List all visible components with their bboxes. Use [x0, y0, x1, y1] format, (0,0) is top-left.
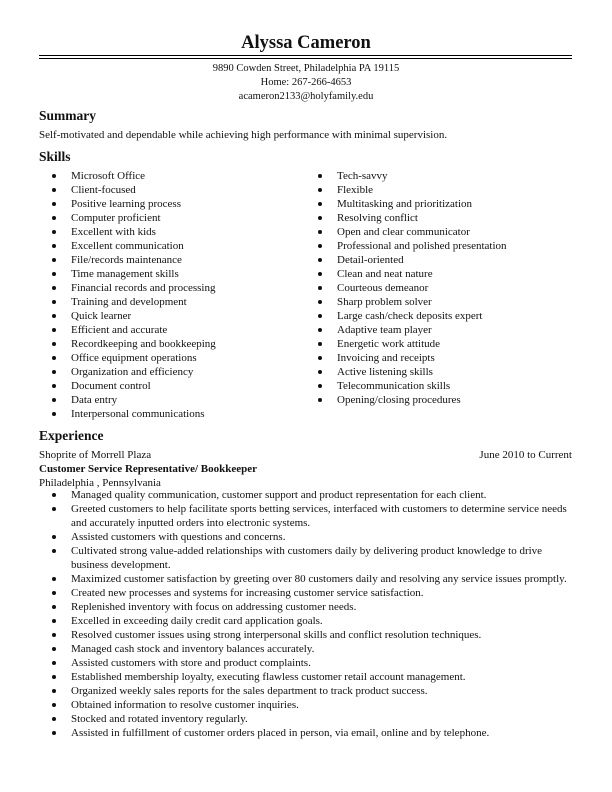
list-item-text: Opening/closing procedures [337, 394, 461, 406]
bullet-icon [52, 188, 56, 192]
list-item [61, 281, 311, 295]
bullet-icon [52, 689, 56, 693]
list-item [327, 337, 587, 351]
bullet-icon [318, 300, 322, 304]
bullet-icon [52, 412, 56, 416]
list-item-text: Computer proficient [71, 212, 161, 224]
list-item-text: Office equipment operations [71, 352, 197, 364]
bullet-icon [52, 703, 56, 707]
list-item [61, 323, 311, 337]
list-item-text: Time management skills [71, 268, 179, 280]
list-item-text: Tech-savvy [337, 170, 388, 182]
list-item [61, 600, 576, 614]
list-item [61, 544, 576, 572]
bullet-icon [318, 174, 322, 178]
bullet-icon [52, 286, 56, 290]
skills-list-left [61, 169, 311, 421]
list-item-text: Greeted customers to help facilitate sports betting services, interfaced with customers to determine service needs and accurately inputted orders into electronic systems. [71, 503, 567, 529]
list-item-text: Adaptive team player [337, 324, 432, 336]
bullet-icon [52, 230, 56, 234]
bullet-icon [318, 286, 322, 290]
candidate-name: Alyssa Cameron [241, 33, 371, 53]
list-item [61, 712, 576, 726]
list-item [61, 684, 576, 698]
list-item-text: Organized weekly sales reports for the sales department to track product success. [71, 685, 428, 697]
list-item [327, 239, 587, 253]
list-item-text: Invoicing and receipts [337, 352, 435, 364]
list-item-text: Microsoft Office [71, 170, 146, 182]
list-item [327, 379, 587, 393]
list-item-text: Assisted customers with questions and concerns. [71, 531, 286, 543]
list-item-text: Established membership loyalty, executing flawless customer retail account management. [71, 671, 466, 683]
bullet-icon [52, 633, 56, 637]
list-item [61, 239, 311, 253]
bullet-icon [318, 230, 322, 234]
list-item-text: Obtained information to resolve customer inquiries. [71, 699, 299, 711]
bullet-icon [318, 398, 322, 402]
list-item-text: Telecommunication skills [337, 380, 451, 392]
bullet-icon [318, 216, 322, 220]
job-company: Shoprite of Morrell Plaza [39, 449, 152, 461]
bullet-icon [318, 356, 322, 360]
list-item-text: Resolving conflict [337, 212, 418, 224]
bullet-icon [52, 244, 56, 248]
bullet-icon [52, 661, 56, 665]
bullet-icon [52, 647, 56, 651]
header-rule-bottom [39, 58, 572, 59]
list-item-text: Assisted in fulfillment of customer orders placed in person, via email, online and by telephone. [71, 727, 490, 739]
list-item-text: Assisted customers with store and product complaints. [71, 657, 311, 669]
list-item-text: Large cash/check deposits expert [337, 310, 483, 322]
bullet-icon [52, 272, 56, 276]
list-item [327, 323, 587, 337]
list-item [61, 197, 311, 211]
list-item [327, 295, 587, 309]
bullet-icon [52, 314, 56, 318]
bullet-icon [52, 493, 56, 497]
list-item [61, 614, 576, 628]
list-item-text: Interpersonal communications [71, 408, 205, 420]
list-item [61, 407, 311, 421]
list-item-text: Quick learner [71, 310, 132, 322]
bullet-icon [52, 549, 56, 553]
list-item [61, 351, 311, 365]
list-item [61, 379, 311, 393]
list-item [61, 183, 311, 197]
list-item-text: Stocked and rotated inventory regularly. [71, 713, 248, 725]
list-item-text: Professional and polished presentation [337, 240, 507, 252]
bullet-icon [52, 342, 56, 346]
bullet-icon [318, 272, 322, 276]
list-item [61, 586, 576, 600]
list-item [327, 225, 587, 239]
job-location: Philadelphia , Pennsylvania [39, 477, 161, 489]
list-item-text: Detail-oriented [337, 254, 404, 266]
list-item-text: File/records maintenance [71, 254, 182, 266]
list-item [327, 183, 587, 197]
list-item [327, 365, 587, 379]
list-item-text: Flexible [337, 184, 374, 196]
list-item [61, 169, 311, 183]
bullet-icon [318, 258, 322, 262]
bullet-icon [318, 384, 322, 388]
job-responsibilities-list [61, 488, 576, 740]
list-item-text: Recordkeeping and bookkeeping [71, 338, 216, 350]
list-item [61, 267, 311, 281]
list-item-text: Excelled in exceeding daily credit card application goals. [71, 615, 323, 627]
list-item [327, 253, 587, 267]
list-item [327, 281, 587, 295]
summary-text: Self-motivated and dependable while achieving high performance with minimal supervision. [39, 129, 448, 141]
list-item-text: Maximized customer satisfaction by greeting over 80 customers daily and resolving any service issues promptly. [71, 573, 567, 585]
bullet-icon [52, 216, 56, 220]
list-item [61, 572, 576, 586]
list-item [61, 642, 576, 656]
list-item-text: Excellent communication [71, 240, 184, 252]
bullet-icon [318, 188, 322, 192]
list-item-text: Excellent with kids [71, 226, 156, 238]
list-item [327, 169, 587, 183]
bullet-icon [52, 507, 56, 511]
bullet-icon [318, 342, 322, 346]
list-item-text: Multitasking and prioritization [337, 198, 473, 210]
job-title: Customer Service Representative/ Bookkeeper [39, 463, 258, 475]
list-item-text: Training and development [71, 296, 187, 308]
list-item-text: Organization and efficiency [71, 366, 194, 378]
skills-heading: Skills [39, 149, 71, 164]
list-item-text: Active listening skills [337, 366, 433, 378]
bullet-icon [52, 717, 56, 721]
bullet-icon [52, 202, 56, 206]
list-item [61, 726, 576, 740]
contact-block [0, 62, 612, 104]
bullet-icon [52, 619, 56, 623]
bullet-icon [52, 300, 56, 304]
list-item [61, 670, 576, 684]
skills-list-right [327, 169, 587, 407]
list-item [61, 488, 576, 502]
bullet-icon [52, 577, 56, 581]
list-item-text: Efficient and accurate [71, 324, 168, 336]
list-item [61, 309, 311, 323]
list-item [61, 628, 576, 642]
bullet-icon [52, 731, 56, 735]
job-dates: June 2010 to Current [479, 449, 572, 461]
contact-email: acameron2133@holyfamily.edu [238, 91, 374, 102]
bullet-icon [52, 328, 56, 332]
list-item [61, 365, 311, 379]
list-item-text: Created new processes and systems for increasing customer service satisfaction. [71, 587, 424, 599]
contact-address: 9890 Cowden Street, Philadelphia PA 19115 [212, 63, 400, 74]
bullet-icon [52, 384, 56, 388]
bullet-icon [52, 398, 56, 402]
list-item [61, 698, 576, 712]
bullet-icon [52, 605, 56, 609]
bullet-icon [52, 258, 56, 262]
bullet-icon [52, 174, 56, 178]
bullet-icon [52, 591, 56, 595]
bullet-icon [318, 314, 322, 318]
bullet-icon [318, 370, 322, 374]
list-item-text: Clean and neat nature [337, 268, 433, 280]
list-item-text: Client-focused [71, 184, 136, 196]
list-item [327, 267, 587, 281]
list-item [61, 253, 311, 267]
list-item-text: Resolved customer issues using strong interpersonal skills and conflict resolution techniques. [71, 629, 482, 641]
list-item-text: Sharp problem solver [337, 296, 432, 308]
list-item-text: Replenished inventory with focus on addressing customer needs. [71, 601, 357, 613]
list-item [61, 337, 311, 351]
list-item [61, 295, 311, 309]
list-item-text: Document control [71, 380, 151, 392]
list-item-text: Open and clear communicator [337, 226, 470, 238]
bullet-icon [52, 535, 56, 539]
header-rule-top [39, 55, 572, 56]
summary-heading: Summary [39, 108, 96, 123]
list-item-text: Positive learning process [71, 198, 181, 210]
list-item-text: Cultivated strong value-added relationships with customers daily by delivering product knowledge to drive business development. [71, 545, 543, 571]
list-item [61, 502, 576, 530]
list-item [61, 656, 576, 670]
contact-phone: Home: 267-266-4653 [260, 77, 352, 88]
list-item [327, 393, 587, 407]
experience-heading: Experience [39, 428, 104, 443]
list-item [327, 211, 587, 225]
list-item [61, 530, 576, 544]
list-item-text: Courteous demeanor [337, 282, 429, 294]
list-item [61, 393, 311, 407]
bullet-icon [52, 675, 56, 679]
list-item-text: Data entry [71, 394, 118, 406]
list-item-text: Managed cash stock and inventory balances accurately. [71, 643, 315, 655]
list-item-text: Energetic work attitude [337, 338, 441, 350]
list-item-text: Managed quality communication, customer support and product representation for each client. [71, 489, 487, 501]
list-item [327, 197, 587, 211]
list-item [327, 309, 587, 323]
bullet-icon [318, 202, 322, 206]
bullet-icon [52, 356, 56, 360]
list-item [61, 211, 311, 225]
list-item-text: Financial records and processing [71, 282, 216, 294]
list-item [61, 225, 311, 239]
list-item [327, 351, 587, 365]
bullet-icon [318, 328, 322, 332]
bullet-icon [52, 370, 56, 374]
bullet-icon [318, 244, 322, 248]
